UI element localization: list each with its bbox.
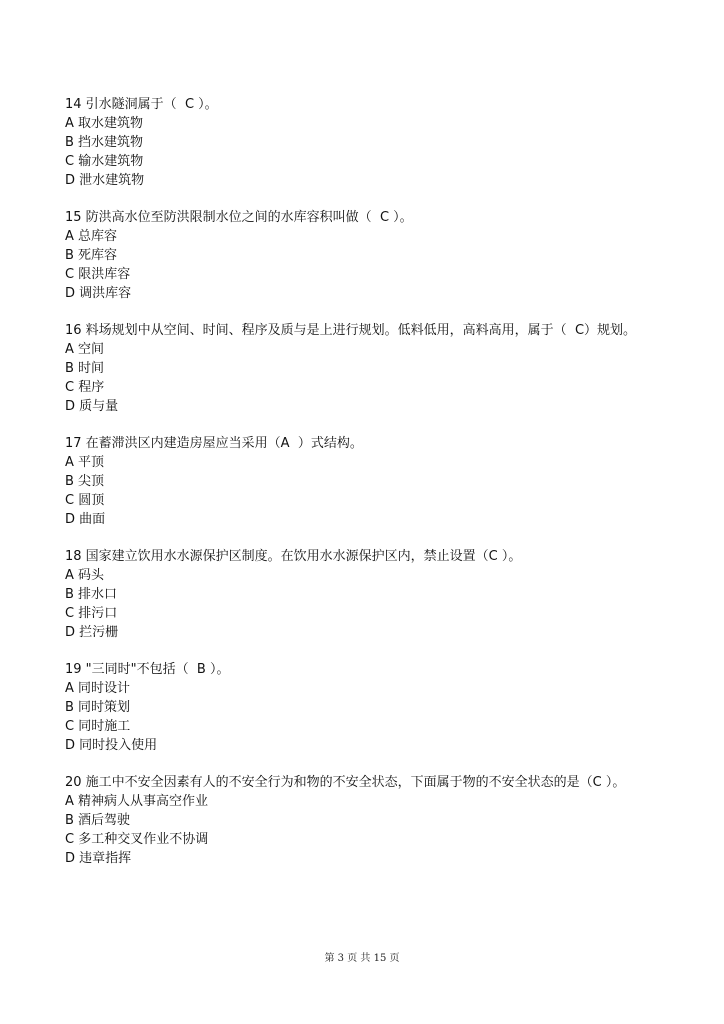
question-text: 14 引水隧洞属于（ C ）。 xyxy=(65,97,218,112)
question-text: 19 "三同时"不包括（ B ）。 xyxy=(65,662,230,677)
option-a: A 平顶 xyxy=(65,455,105,470)
option-b: B 酒后驾驶 xyxy=(65,813,131,828)
question-20 xyxy=(65,773,665,868)
option-a: A 取水建筑物 xyxy=(65,116,144,131)
question-text: 16 料场规划中从空间、时间、程序及质与是上进行规划。低料低用，高料高用，属于（ C）规划。 xyxy=(65,323,637,338)
option-b: B 死库容 xyxy=(65,248,118,263)
option-c: C 同时施工 xyxy=(65,719,131,734)
option-b: B 同时策划 xyxy=(65,700,131,715)
question-19 xyxy=(65,660,665,755)
option-d: D 拦污栅 xyxy=(65,625,119,640)
option-c: C 圆顶 xyxy=(65,493,105,508)
option-c: C 程序 xyxy=(65,380,105,395)
option-a: A 同时设计 xyxy=(65,681,131,696)
question-text: 20 施工中不安全因素有人的不安全行为和物的不安全状态，下面属于物的不安全状态的是（C ）。 xyxy=(65,775,626,790)
question-17 xyxy=(65,434,665,529)
option-c: C 多工种交叉作业不协调 xyxy=(65,832,209,847)
option-a: A 总库容 xyxy=(65,229,118,244)
option-d: D 同时投入使用 xyxy=(65,738,158,753)
question-list xyxy=(65,95,665,886)
option-b: B 挡水建筑物 xyxy=(65,135,144,150)
question-18 xyxy=(65,547,665,642)
question-text: 17 在蓄滞洪区内建造房屋应当采用（A ）式结构。 xyxy=(65,436,363,451)
option-d: D 调洪库容 xyxy=(65,286,132,301)
option-d: D 曲面 xyxy=(65,512,106,527)
page-number-footer: 第 3 页 共 15 页 xyxy=(324,953,400,964)
option-c: C 输水建筑物 xyxy=(65,154,144,169)
question-14 xyxy=(65,95,665,190)
question-text: 15 防洪高水位至防洪限制水位之间的水库容积叫做（ C ）。 xyxy=(65,210,413,225)
option-b: B 时间 xyxy=(65,361,105,376)
option-a: A 空间 xyxy=(65,342,105,357)
question-15 xyxy=(65,208,665,303)
option-a: A 精神病人从事高空作业 xyxy=(65,794,209,809)
option-b: B 尖顶 xyxy=(65,474,105,489)
question-16 xyxy=(65,321,665,416)
option-a: A 码头 xyxy=(65,568,105,583)
option-b: B 排水口 xyxy=(65,587,118,602)
option-d: D 违章指挥 xyxy=(65,851,132,866)
option-d: D 质与量 xyxy=(65,399,119,414)
option-d: D 泄水建筑物 xyxy=(65,173,145,188)
question-text: 18 国家建立饮用水水源保护区制度。在饮用水水源保护区内，禁止设置（C ）。 xyxy=(65,549,522,564)
option-c: C 限洪库容 xyxy=(65,267,131,282)
option-c: C 排污口 xyxy=(65,606,118,621)
